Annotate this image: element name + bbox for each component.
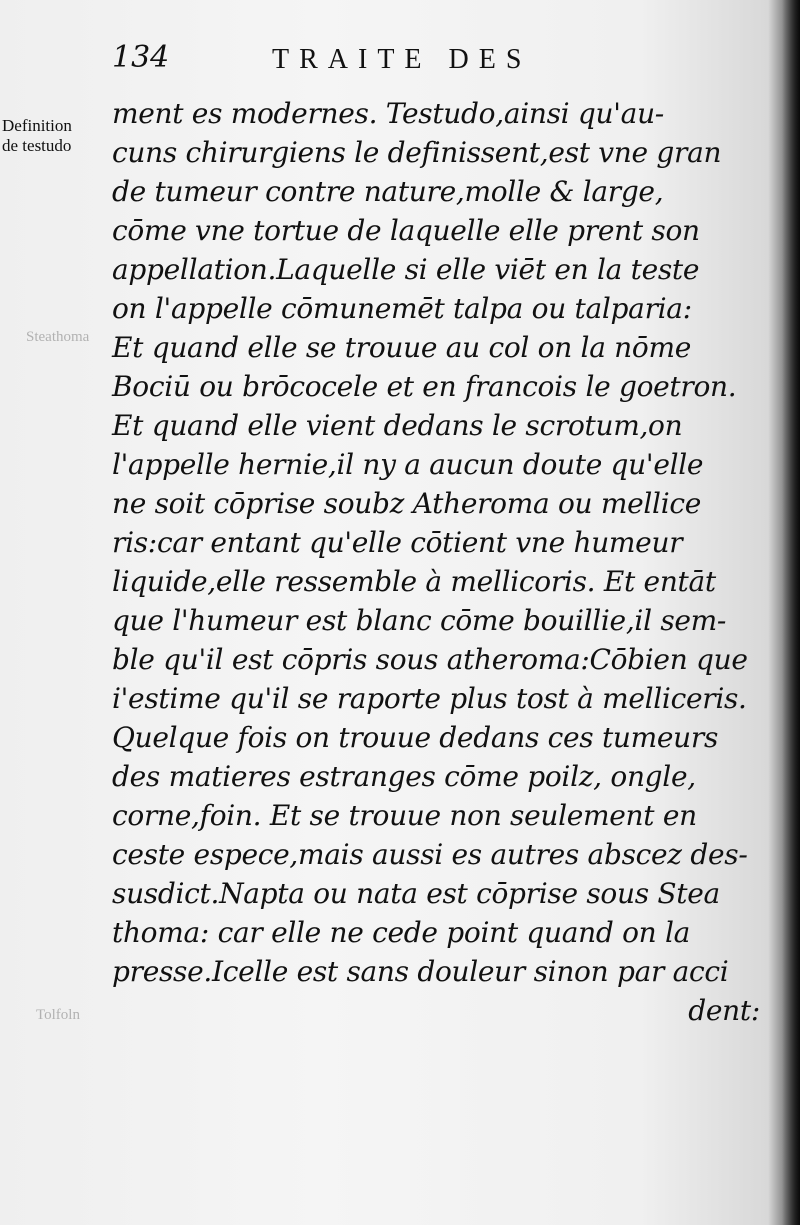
margin-note (2, 116, 72, 156)
text-line: des matieres estranges cōme poilz, ongle, (112, 760, 696, 793)
text-line: susdict.Napta ou nata est cōprise sous Stea (112, 877, 720, 910)
body-text (112, 94, 782, 1030)
text-line: de tumeur contre nature,molle & large, (112, 175, 664, 208)
text-line: Quelque fois on trouue dedans ces tumeurs (112, 721, 719, 754)
text-line: que l'humeur est blanc cōme bouillie,il sem- (112, 604, 727, 637)
page-gutter-shadow (782, 0, 800, 1225)
text-line: Bociū ou brōcocele et en francois le goetron. (112, 370, 737, 403)
text-line: Et quand elle vient dedans le scrotum,on (112, 409, 683, 442)
margin-note-line-1: Definition (2, 116, 72, 135)
text-line: cōme vne tortue de laquelle elle prent son (112, 214, 700, 247)
text-line: l'appelle hernie,il ny a aucun doute qu'elle (112, 448, 704, 481)
text-line: appellation.Laquelle si elle viēt en la teste (112, 253, 700, 286)
text-line: ment es modernes. Testudo,ainsi qu'au- (112, 97, 664, 130)
text-line: liquide,elle ressemble à mellicoris. Et entāt (112, 565, 716, 598)
text-line: Et quand elle se trouue au col on la nōme (112, 331, 691, 364)
text-line: presse.Icelle est sans douleur sinon par acci (112, 955, 729, 988)
text-line: thoma: car elle ne cede point quand on la (112, 916, 691, 949)
text-line: on l'appelle cōmunemēt talpa ou talparia: (112, 292, 692, 325)
margin-note-line-2: de testudo (2, 136, 72, 155)
text-line: ceste espece,mais aussi es autres abscez des- (112, 838, 748, 871)
text-line: ris:car entant qu'elle cōtient vne humeur (112, 526, 683, 559)
page-number: 134 (112, 40, 170, 75)
running-title: TRAITE DES (272, 44, 532, 75)
text-line: corne,foin. Et se trouue non seulement en (112, 799, 697, 832)
text-line: cuns chirurgiens le definissent,est vne gran (112, 136, 722, 169)
text-line: ne soit cōprise soubz Atheroma ou mellice (112, 487, 702, 520)
text-line-catchword: dent: (688, 994, 760, 1027)
bleed-through-text-1: Steathoma (26, 329, 90, 345)
text-line: i'estime qu'il se raporte plus tost à melliceris. (112, 682, 747, 715)
bleed-through-text-2: Tolfoln (36, 1007, 80, 1023)
text-line: ble qu'il est cōpris sous atheroma:Cōbien que (112, 643, 748, 676)
